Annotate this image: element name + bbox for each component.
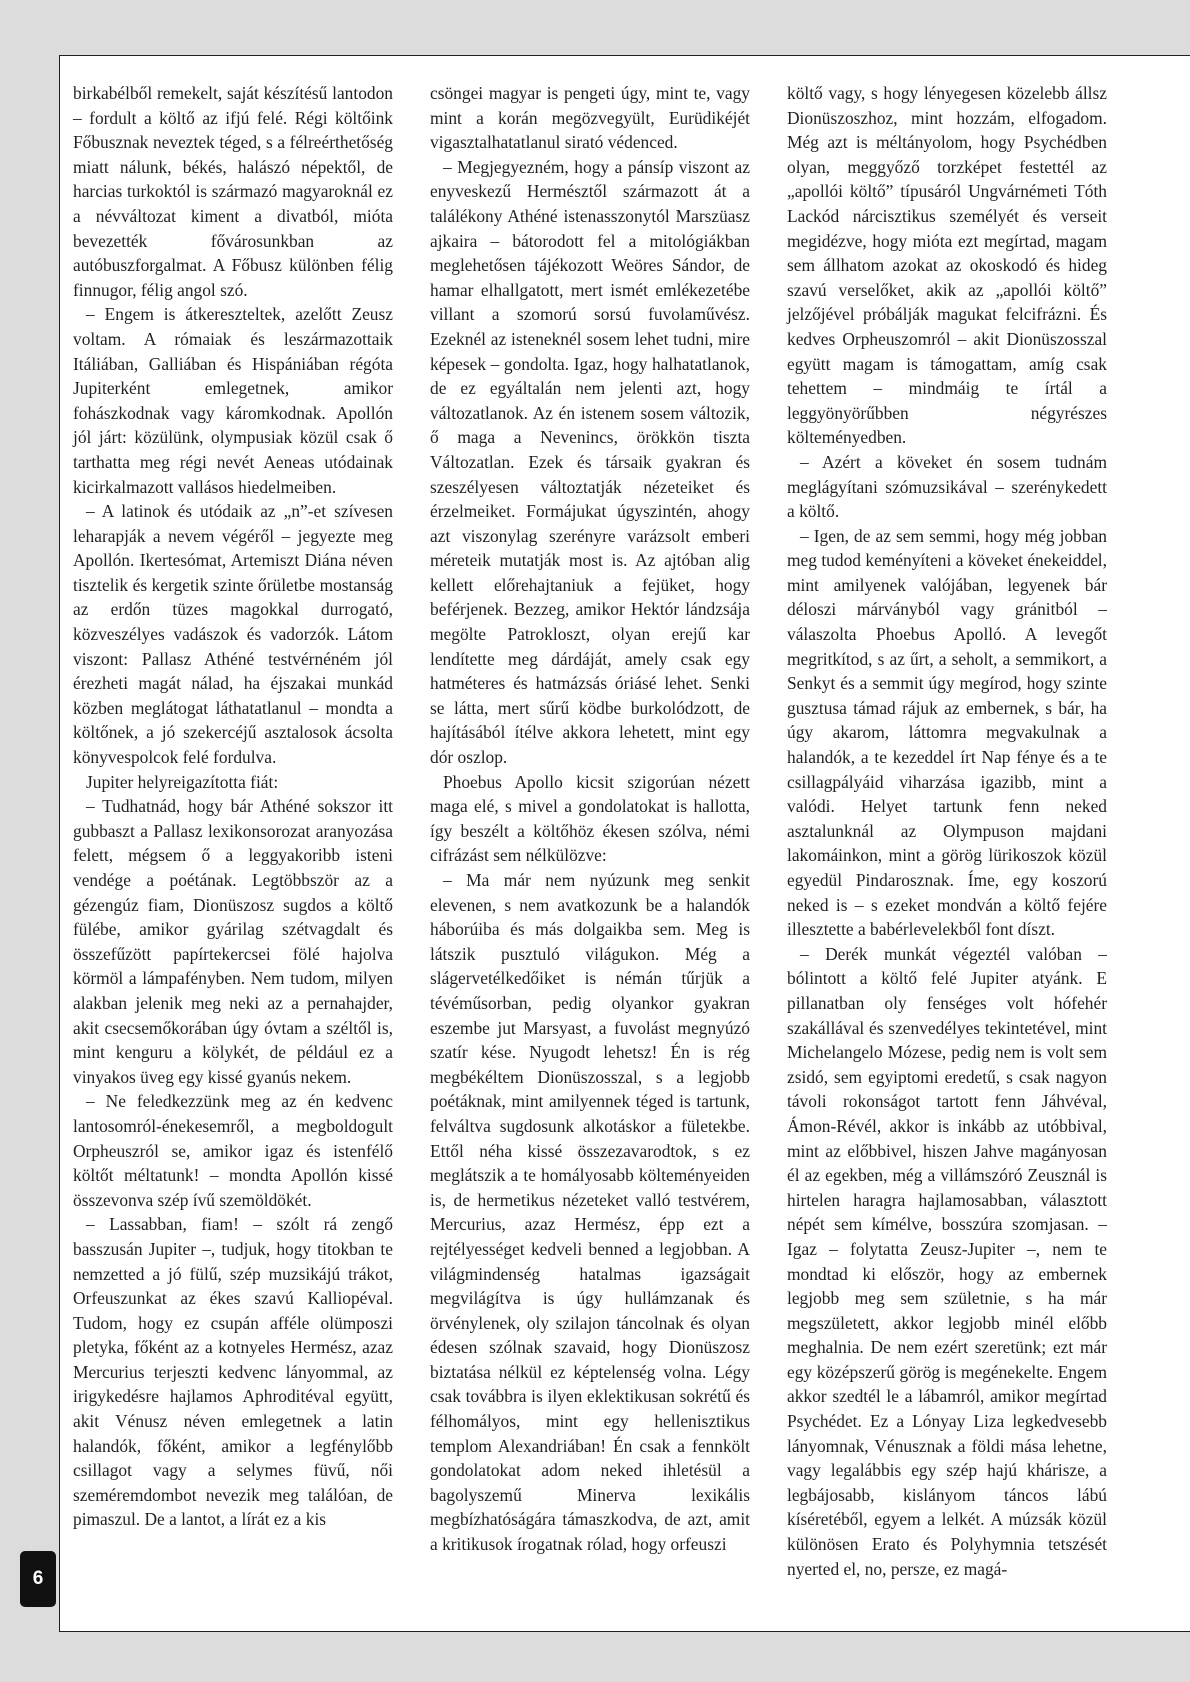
paragraph: – Lassabban, fiam! – szólt rá zengő basszusán Jupiter –, tudjuk, hogy titokban te nemzetted a jó fülű, szép muzsikájú trákot, Orfeuszunkat az ékes szavú Kalliopéval. Tudom, hogy ez csupán afféle olümposzi pletyka, főként az a kotnyeles Hermész, azaz Mercurius terjeszti kedvenc lányommal, az irigykedésre hajlamos Aphroditéval együtt, akit Vénusz néven emlegetnek a latin halandók, főként, amikor a legfénylőbb csillagot vagy a selymes füvű, női szeméremdombot nevezik meg találóan, de pimaszul. De a lantot, a lírát ez a kis — [73, 1214, 393, 1530]
paragraph: – A latinok és utódaik az „n”-et szívesen leharapják a nevem végéről – jegyezte meg Apollón. Ikertesómat, Artemiszt Diána néven tisztelik és kergetik szinte őrületbe mostanság az erdőn tüzes magokkal durrogató, közveszélyes vadászok és vadorzók. Látom viszont: Pallasz Athéné testvérnéném jól érezheti magát nálad, ha éjszakai munkád közben meglátogat láthatatlanul – mondta a költőnek, a jó szekercéjű asztalosok ácsolta könyvespolcok felé fordulva. — [73, 501, 393, 768]
paragraph: birkabélből remekelt, saját készítésű lantodon – fordult a költő az ifjú felé. Régi költőink Főbusznak neveztek téged, s a félreérthetőség miatt nálunk, békés, halászó népektől, de harcias turkoktól is származó magyaroknál ez a névváltozat kiment a divatból, mióta bevezették fővárosunkban az autóbuszforgalmat. A Főbusz különben félig finnugor, félig angol szó. — [73, 83, 393, 300]
article-page — [59, 55, 1190, 1632]
page-number: 6 — [32, 1568, 44, 1589]
paragraph: Jupiter helyreigazította fiát: — [86, 771, 279, 792]
paragraph: költő vagy, s hogy lényegesen közelebb állsz Dionüszoszhoz, mint hozzám, elfogadom. Még azt is méltányolom, hogy Psychédben olyan, meggyőző torzképet festettél az „apollói költő” típusáról Ungvárnémeti Tóth Lackód nárcisztikus személyét és verseit megidézve, hogy mióta ezt megírtad, magam sem állhatom azokat az okoskodó és hideg szavú verselőket, akik az „apollói költő” jelzőjével próbálják magukat felcifrázni. És kedves Orpheuszomról – akit Dionüszosszal együtt magam is támogattam, amíg csak tehettem – mindmáig te írtál a leggyönyörűbben négyrészes költeményedben. — [787, 83, 1107, 448]
paragraph: – Igen, de az sem semmi, hogy még jobban meg tudod keményíteni a köveket énekeiddel, mint amilyenek valójában, legyenek bár déloszi márványból vagy gránitból – válaszolta Phoebus Apolló. A levegőt megritkítod, s az űrt, a seholt, a semmikort, a Senkyt és a semmit úgy megírod, hogy szinte gusztusa támad rájuk az embernek, s bár, ha úgy akarom, láttomra megvakulnak a halandók, a te kezeddel írt Nap fénye és a te csillagpályáid viharzása igazibb, mint a valódi. Helyet tartunk fenn neked asztalunknál az Olympuson majdani lakomáinkon, mint a görög lürikoszok közül egyedül Pindarosznak. Íme, egy koszorú neked is – s ezeket mondván a költő fejére illesztette a babérlevelekből font díszt. — [787, 525, 1107, 940]
text-column-1 — [73, 81, 393, 1532]
paragraph: – Derék munkát végeztél valóban – bólintott a költő felé Jupiter atyánk. E pillanatban oly fenséges volt hófehér szakállával és szenvedélyes tekintetével, mint Michelangelo Mózese, pedig nem is volt sem zsidó, sem egyiptomi eredetű, s csak nagyon távoli rokonságot tartott fenn Jáhvéval, Ámon-Révél, akkor is inkább az utóbbival, mint az előbbivel, hiszen Jahve magányosan él az egekben, még a villámszóró Zeusznál is hirtelen haragra hajlamosabban, választott népét sem kímélve, bosszúra szomjasan. – Igaz – folytatta Zeusz-Jupiter –, nem te mondtad ki először, hogy az embernek legjobb meg sem születnie, s ha már megszületett, akkor legjobb minél előbb meghalnia. De nem ezért szeretünk; ezt már egy középszerű görög is megénekelte. Engem akkor szedtél le a lábamról, amikor megírtad Psychédet. Ez a Lónyay Liza legkedvesebb lányomnak, Vénusznak a földi mása lehetne, vagy legalábbis egy szép hajú khárisze, a legbájosabb, kislányom táncos lábú kíséretéből, egyem a lelkét. A múzsák közül különösen Erato és Polyhymnia tetszését nyerted el, no, persze, ez magá- — [787, 943, 1107, 1579]
paragraph: – Tudhatnád, hogy bár Athéné sokszor itt gubbaszt a Pallasz lexikonsorozat aranyozása felett, mégsem ő a leggyakoribb isteni vendége a poétának. Legtöbbször az a gézengúz fiam, Dionüszosz sugdos a költő fülébe, amikor gyárilag szétvagdalt és összefűzött papírtekercsei fölé hajolva körmöl a lámpafényben. Nem tudom, milyen alakban jelenik meg neki az a pernahajder, akit csecsemőkorában úgy óvtam a széltől is, mint kenguru a kölykét, de például ez a vinyakos üveg egy kissé gyanús nekem. — [73, 796, 393, 1087]
text-column-3 — [787, 81, 1107, 1581]
page-number-badge — [20, 1551, 56, 1607]
paragraph: Phoebus Apollo kicsit szigorúan nézett maga elé, s mivel a gondolatokat is hallotta, így beszélt a költőhöz ékesen szólva, némi cifrázást sem nélkülözve: — [430, 771, 750, 866]
paragraph: csöngei magyar is pengeti úgy, mint te, vagy mint a korán megözvegyült, Eurüdikéjét vigasztalhatatlanul sirató védenced. — [430, 83, 750, 153]
paragraph: – Engem is átkereszteltek, azelőtt Zeusz voltam. A rómaiak és leszármazottaik Itáliában, Galliában és Hispániában régóta Jupiterként emlegetnek, amikor fohászkodnak vagy káromkodnak. Apollón jól járt: közülünk, olympusiak közül csak ő tarthatta meg régi nevét Aeneas utódainak kicirkalmazott vallásos hiedelmeiben. — [73, 304, 393, 497]
text-column-2 — [430, 81, 750, 1557]
paragraph: – Azért a köveket én sosem tudnám meglágyítani szómuzsikával – szerénykedett a költő. — [787, 451, 1107, 522]
paragraph: – Ma már nem nyúzunk meg senkit elevenen, s nem avatkozunk be a halandók háborúiba és más dolgaikba sem. Meg is látszik pusztuló világukon. Még a slágervetélkedőiket is némán tűrjük a tévéműsorban, pedig olyankor gyakran eszembe jut Marsyast, a fuvolást megnyúzó szatír kése. Nyugodt lehetsz! Én is rég megbékéltem Dionüszosszal, s a legjobb poétáknak, mint amilyennek téged is tartunk, felváltva sugdosunk alkotáskor a fületekbe. Ettől néha kissé összezavarodtok, s ez meglátszik a te homályosabb költeményeiden is, de hermetikus nézeteket valló testvérem, Mercurius, azaz Hermész, épp ezt a rejtélyességet kedveli benned a legjobban. A világmindenség hatalmas igazságait megvilágítva is úgy hullámzanak és örvénylenek, oly szilajon táncolnak és olyan édesen szólnak szavaid, hogy Dionüszosz biztatása nélkül ez képtelenség volna. Légy csak továbbra is ilyen eklektikusan sokrétű és félhomályos, mint egy hellenisztikus templom Alexandriában! Én csak a fennkölt gondolatokat adom neked ihletésül a bagolyszemű Minerva lexikális megbízhatóságára támaszkodva, de azt, amit a kritikusok írogatnak rólad, hogy orfeuszi — [430, 870, 750, 1555]
paragraph: – Megjegyezném, hogy a pánsíp viszont az enyveskezű Hermésztől származott át a találékony Athéné istenasszonytól Marszüasz ajkaira – bátorodott fel a mitológiákban meglehetősen tájékozott Weöres Sándor, de hamar elhallgatott, mert ismét emlékezetébe villant a szomorú sorsú fuvolaművész. Ezeknél az isteneknél sosem lehet tudni, mire képesek – gondolta. Igaz, hogy halhatatlanok, de ez egyáltalán nem jelenti azt, hogy változatlanok. Az én istenem sosem változik, ő maga a Nevenincs, örökkön tiszta Változatlan. Ezek és társaik gyakran és szeszélyesen változtatják nézeteiket és érzelmeiket. Formájukat úgyszintén, ahogy azt viszonylag szerényre varázsolt emberi méreteik mutatják most is. Az ajtóban alig kellett előrehajtaniuk a fejüket, hogy beférjenek. Bezzeg, amikor Hektór lándzsája megölte Patrokloszt, olyan erejű kar lendítette meg dárdáját, amely csak egy hatméteres és hatmázsás óriásé lehet. Senki se látta, mert sűrű ködbe burkolódzott, de hajításából ítélve akkora lehetett, mint egy dór oszlop. — [430, 156, 750, 768]
paragraph: – Ne feledkezzünk meg az én kedvenc lantosomról-énekesemről, a megboldogult Orpheuszról se, amikor igaz és istenfélő költőt méltatunk! – mondta Apollón kissé összevonva szép ívű szemöldökét. — [73, 1091, 393, 1210]
